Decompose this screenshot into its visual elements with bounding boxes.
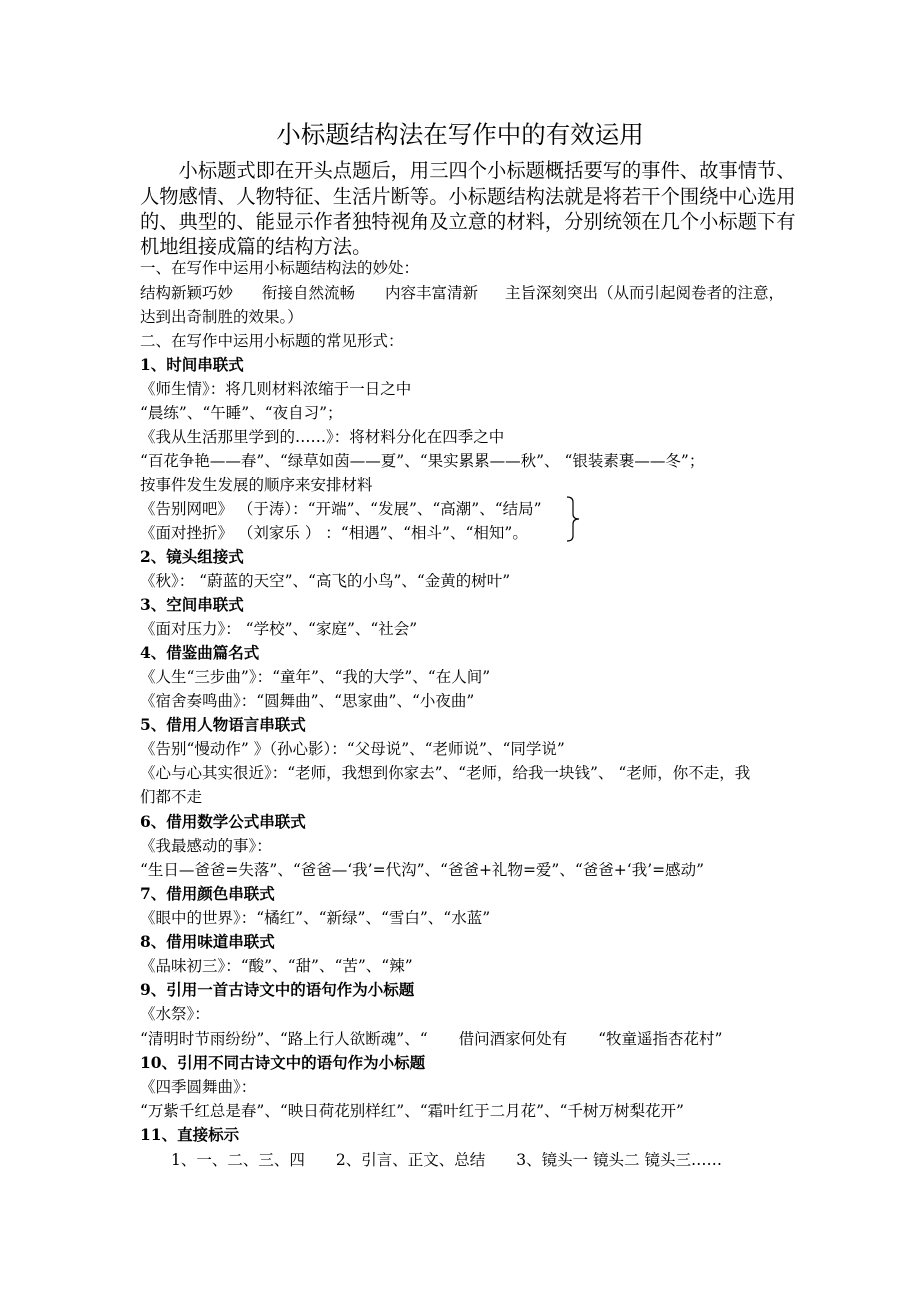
form-heading: 5、借用人物语言串联式	[140, 715, 306, 734]
form-heading: 7、借用颜色串联式	[140, 884, 275, 903]
example-line: “清明时节雨纷纷”、“路上行人欲断魂”、“ 借问酒家何处有 “牧童遥指杏花村”	[140, 1030, 723, 1048]
example-line: 按事件发生发展的顺序来安排材料	[140, 476, 373, 494]
example-line: “万紫千红总是春”、“映日荷花别样红”、“霜叶红于二月花”、“千树万树梨花开”	[140, 1102, 684, 1120]
example-line: 《面对压力》： “学校”、“家庭”、“社会”	[140, 620, 418, 638]
example-line: 《心与心其实很近》：“老师，我想到你家去”、“老师，给我一块钱”、 “老师，你不走，我	[140, 764, 751, 782]
section1-heading: 一、在写作中运用小标题结构法的妙处：	[140, 259, 420, 277]
example-line: 《品味初三》：“酸”、“甜”、“苦”、“辣”	[140, 957, 413, 975]
example-line: 《秋》： “蔚蓝的天空”、“高飞的小鸟”、“金黄的树叶”	[140, 572, 511, 590]
form-heading: 3、空间串联式	[140, 595, 244, 614]
example-line: 《告别“慢动作” 》（孙心影）：“父母说”、“老师说”、“同学说”	[140, 740, 565, 758]
page-title: 小标题结构法在写作中的有效运用	[276, 120, 644, 149]
form-heading: 6、借用数学公式串联式	[140, 812, 306, 831]
example-line: “晨练”、“午睡”、“夜自习”；	[140, 404, 343, 422]
example-line: “生日—爸爸=失落”、“爸爸—‘我’=代沟”、“爸爸+礼物=爱”、“爸爸+‘我’=感动”	[140, 861, 705, 879]
intro-line: 人物感情、人物特征、生活片断等。小标题结构法就是将若干个围绕中心选用	[140, 185, 796, 208]
intro-line: 的、典型的、能显示作者独特视角及立意的材料，分别统领在几个小标题下有	[140, 210, 796, 233]
form-heading: 1、时间串联式	[140, 355, 244, 374]
benefit-item: 衔接自然流畅	[262, 284, 356, 302]
example-line: 《四季圆舞曲》：	[140, 1078, 257, 1096]
example-line: 《师生情》：将几则材料浓缩于一日之中	[140, 380, 412, 398]
section2-heading: 二、在写作中运用小标题的常见形式：	[140, 332, 404, 350]
benefit-item: 结构新颖巧妙	[140, 284, 234, 302]
example-line: 《人生“三步曲”》：“童年”、“我的大学”、“在人间”	[140, 668, 491, 686]
example-line: 《我从生活那里学到的……》：将材料分化在四季之中	[140, 428, 505, 446]
form-heading: 10、引用不同古诗文中的语句作为小标题	[140, 1053, 426, 1072]
benefit-continuation: 达到出奇制胜的效果。）	[140, 308, 303, 326]
example-line: 《告别网吧》 （于涛）：“开端”、“发展”、“高潮”、“结局”	[140, 500, 542, 518]
form-heading: 2、镜头组接式	[140, 547, 244, 566]
benefit-item: 主旨深刻突出（从而引起阅卷者的注意，	[505, 284, 785, 302]
example-line: 1、一、二、三、四 2、引言、正文、总结 3、镜头一 镜头二 镜头三……	[140, 1151, 722, 1169]
form-heading: 9、引用一首古诗文中的语句作为小标题	[140, 980, 415, 999]
example-line: 们都不走	[140, 788, 203, 806]
example-line: 《水祭》：	[140, 1005, 210, 1023]
example-line: 《面对挫折》 （刘家乐 ） ：“相遇”、“相斗”、“相知”。	[140, 524, 528, 542]
form-heading: 11、直接标示	[140, 1125, 240, 1144]
form-heading: 4、借鉴曲篇名式	[140, 643, 260, 662]
intro-line: 机地组接成篇的结构方法。	[140, 235, 372, 258]
benefit-item: 内容丰富清新	[385, 284, 479, 302]
example-line: 《眼中的世界》：“橘红”、“新绿”、“雪白”、“水蓝”	[140, 909, 491, 927]
form-heading: 8、借用味道串联式	[140, 932, 275, 951]
example-line: “百花争艳——春”、“绿草如茵——夏”、“果实累累——秋”、 “银装素裹——冬”；	[140, 452, 705, 470]
brace-icon	[566, 496, 580, 542]
example-line: 《我最感动的事》：	[140, 837, 272, 855]
example-line: 《宿舍奏鸣曲》：“圆舞曲”、“思家曲”、“小夜曲”	[140, 692, 475, 710]
intro-line: 小标题式即在开头点题后，用三四个小标题概括要写的事件、故事情节、	[140, 159, 796, 182]
